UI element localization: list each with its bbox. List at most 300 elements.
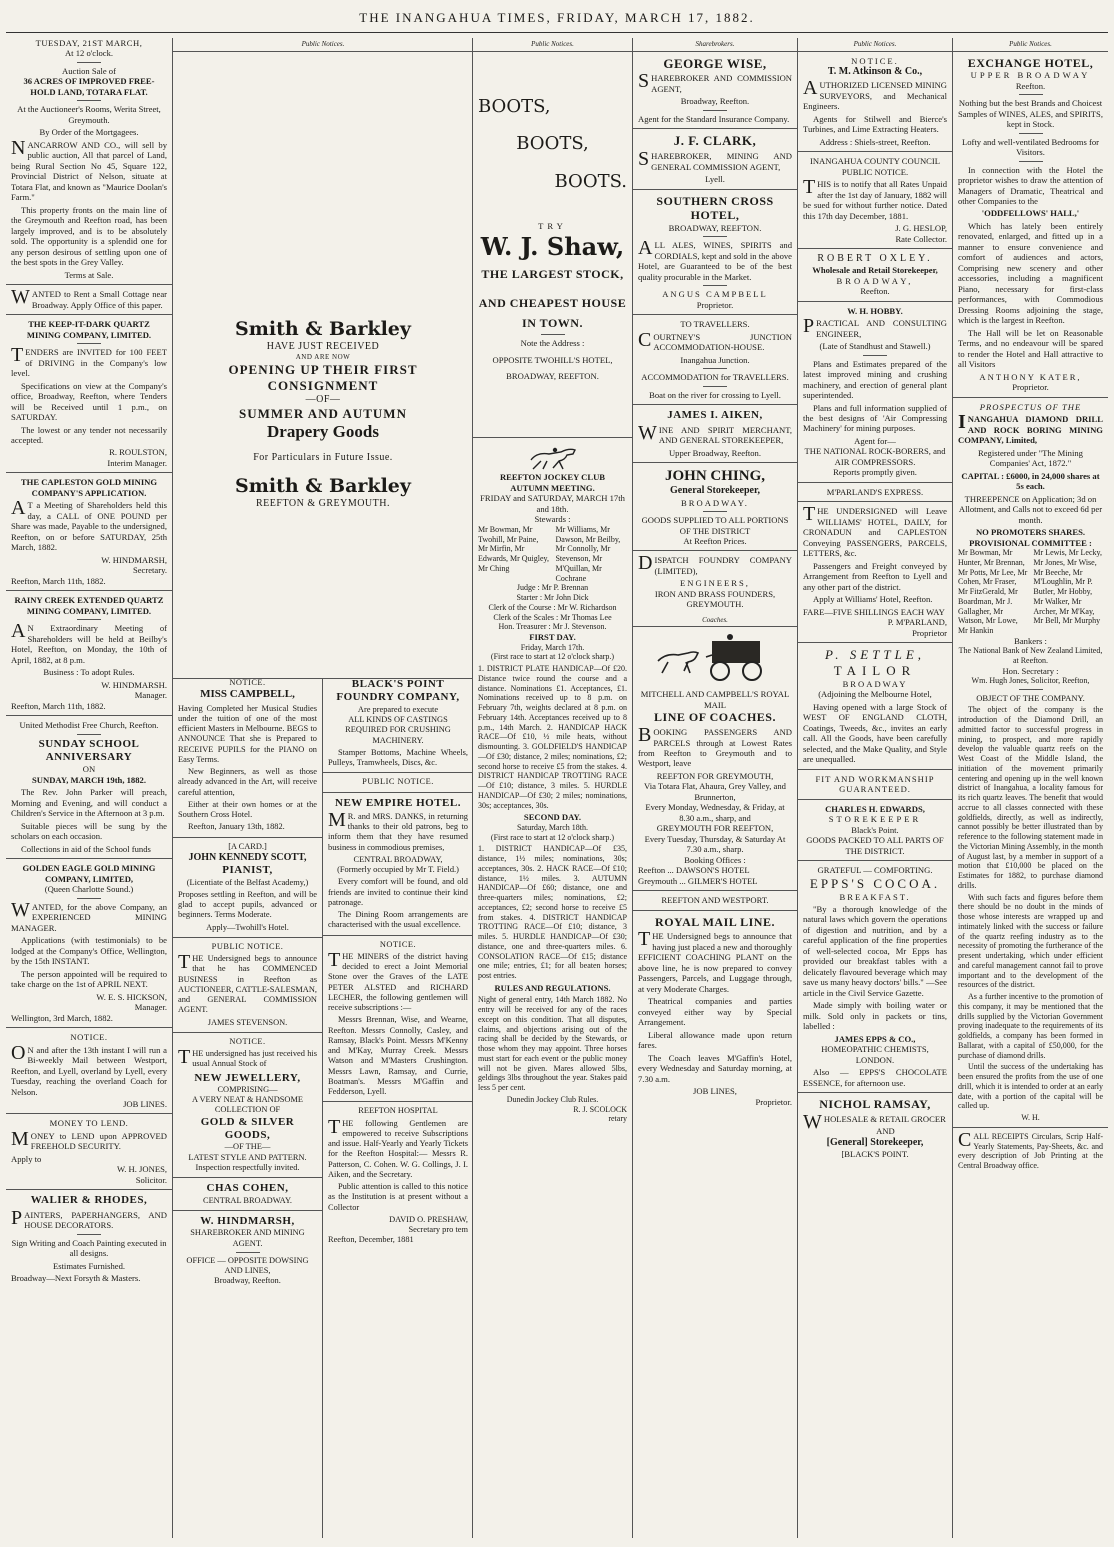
hindmarsh-title: Secretary. (132, 565, 167, 576)
divider (77, 62, 101, 63)
prospectus-title: PROSPECTUS OF THE (979, 401, 1082, 412)
column-2 (173, 38, 473, 1538)
divider (6, 1027, 172, 1028)
broadway-text: Broadway, Reefton. (214, 1276, 281, 1286)
divider (473, 437, 632, 438)
stamper-text: Stamper Bottoms, Machine Wheels, Pulleys, Tramwheels, Discs, &c. (328, 747, 468, 768)
divider (541, 334, 565, 335)
divider (798, 1092, 952, 1093)
oxley-name: ROBERT OXLEY. (817, 252, 933, 264)
packed-text: GOODS PACKED TO ALL PARTS OF THE DISTRICT. (806, 835, 944, 856)
anniversary: ANNIVERSARY (45, 751, 133, 764)
office-2: Greymouth ... GILMER'S HOTEL (638, 875, 758, 886)
call-receipts: CALL RECEIPTS Circulars, Scrip Half-Yearly Statements, Pay-Sheets, &c. and every description of Job Printing at the Central Broadway office. (958, 1128, 1103, 1171)
freight-text: Passengers and Freight conveyed by Arrangement from Reefton to Lyell and any other part of the district. (803, 560, 947, 592)
mail-text: ON and after the 13th instant I will run a Bi-weekly Mail between Westport, Reefton, and Lyell, overland by Lyell, every Tuesday, reaching the overland Coach for Nelson. (11, 1041, 167, 1097)
divider (703, 285, 727, 286)
agents-text: Agents for Stilwell and Bierce's Turbines, and Lime Extracting Heaters. (803, 113, 947, 135)
rainy-text: AN Extraordinary Meeting of Shareholders will be held at Beilby's Hotel, Reefton, on Monday, the 10th of April, 1882, at 8 p.m. (11, 620, 167, 665)
blacks-title: BLACK'S POINT FOUNDRY COMPANY, (336, 678, 460, 704)
proprietor-label: Proprietor. (755, 1096, 792, 1107)
wh-text: W. H. (1021, 1113, 1040, 1123)
top-rule (6, 32, 1108, 33)
preshaw-name: DAVID O. PRESHAW, (389, 1214, 468, 1224)
particulars-text: For Particulars in Future Issue. (253, 452, 393, 464)
scolock-name: R. J. SCOLOCK (573, 1104, 627, 1114)
divider (703, 368, 727, 369)
every-1: Every Monday, Wednesday, & Friday, at 8.30 a.m., sharp, and (645, 802, 785, 823)
columns (6, 38, 1108, 1538)
inspection-text: Inspection respectfully invited. (195, 1162, 300, 1172)
divider (703, 236, 727, 237)
divider (1019, 94, 1043, 95)
divider (798, 501, 952, 502)
sharebroker-text: SHAREBROKER AND MINING AGENT. (190, 1228, 305, 1248)
committee-left: Mr Bowman, Mr Hunter, Mr Brennan, Mr Potts, Mr Lee, Mr Cohen, Mr Fraser, Mr FitzGerald, Mr Boardman, Mr J. Gallagher, Mr Watson, Mr Lowe, Mr Hankin (958, 548, 1028, 636)
greymouth-text: GREYMOUTH. (686, 599, 744, 610)
terms-text: Terms at Sale. (64, 269, 114, 280)
council-title: INANGAHUA COUNTY COUNCIL (809, 156, 940, 167)
diamond-title: INANGAHUA DIAMOND DRILL AND ROCK BORING MINING COMPANY, Limited, (958, 411, 1103, 446)
ching-sub: General Storekeeper, (670, 485, 760, 497)
divider (798, 860, 952, 861)
hospital-text: THE following Gentlemen are empowered to receive Subscriptions and issue. Half-Yearly and Yearly Tickets for the Reefton Hospital:— Messrs R. Patterson, C. Cohen. W. G. Collings, J. I. Aiken, and the Secretary. (328, 1115, 468, 1179)
tenders-text: TENDERS are INVITED for 100 FEET of DRIVING in the Company's low level. (11, 344, 167, 379)
hindmarsh-name: W. HINDMARSH, (101, 554, 167, 565)
epps-title: EPPS'S COCOA. (809, 875, 941, 891)
public-notice-title: PUBLIC NOTICE. (211, 941, 284, 951)
specs-text: Specifications on view at the Company's office, Broadway, Reefton, where Tenders will be Received until 1 p.m., on SATURDAY. (11, 380, 167, 423)
column-header: Sharebrokers. (633, 38, 797, 52)
races-day-1: 1. DISTRICT PLATE HANDICAP—Of £20. Distance twice round the course and a distance. Nominations £1. Acceptances, £1. Nominations received up to 8 p.m. on February 7th, weights declared at 8 p.m. on February 14th. Acceptances received up to 8 p.m., 14th March. 2. HANDICAP HACK RACE—Of £10, ½ mile heats, without dismounting. 3. GOLDFIELD'S HANDICAP—Of £30; distance, 2 miles; nominations, £2; second horse to receive £5 from the stakes. 4. DISTRICT HANDICAP TROTTING RACE—Of £10; distance, 3 miles. 5. HURDLE HANDICAP—Of £30; 2 miles; nominations, 30s; acceptances, 30s. (478, 664, 627, 810)
inangahua-junction: Inangahua Junction. (680, 354, 750, 365)
preshaw-title: Secretary pro tem (408, 1225, 468, 1235)
breakfast-text: BREAKFAST. (839, 891, 911, 902)
jockey-club-header (478, 442, 627, 472)
clark-name: J. F. CLARK, (673, 133, 757, 149)
mparland-title: Proprietor (912, 627, 947, 638)
column-4 (633, 38, 798, 1538)
notice-title: NOTICE. (229, 678, 266, 687)
hickson-name: W. E. S. HICKSON, (96, 991, 167, 1002)
divider (6, 284, 172, 285)
object-title: OBJECT OF THE COMPANY. (976, 692, 1085, 703)
homeo-text: HOMEOPATHIC CHEMISTS, (821, 1044, 929, 1055)
hobby-sub: PRACTICAL AND CONSULTING ENGINEER, (803, 315, 947, 339)
painters-text: PAINTERS, PAPERHANGERS, AND HOUSE DECORATORS. (11, 1206, 167, 1231)
column-2a (173, 678, 323, 1538)
committee-title: PROVISIONAL COMMITTEE : (969, 537, 1092, 548)
stewards-left: Mr Bowman, Mr Twohill, Mr Paine, Mr Mirfin, Mr Edwards, Mr Quigley, Mr Ching (478, 524, 550, 573)
hindmarsh-name: W. HINDMARSH, (200, 1214, 295, 1227)
wanted-cottage: WANTED to Rent a Small Cottage near Broadway. Apply Office of this paper. (11, 286, 167, 310)
jewellery-title: NEW JEWELLERY, (194, 1071, 301, 1084)
castings-text: ALL KINDS OF CASTINGS REQUIRED FOR CRUSHING MACHINERY. (345, 715, 451, 745)
divider (798, 301, 952, 302)
jones-title: Solicitor. (135, 1174, 167, 1185)
boots-1: BOOTS, (478, 95, 551, 117)
have-received: HAVE JUST RECEIVED (266, 341, 380, 353)
column-2b (323, 678, 473, 1538)
oxley-sub: Wholesale and Retail Storekeeper, (812, 265, 938, 276)
kater-title: Proprietor. (1012, 382, 1049, 393)
drapery-goods: Drapery Goods (267, 421, 379, 441)
spacer (173, 465, 473, 475)
rainy-title: RAINY CREEK EXTENDED QUARTZ MINING COMPANY, LIMITED. (14, 595, 164, 616)
no-promoters: NO PROMOTERS SHARES. (975, 527, 1086, 538)
divider (633, 550, 797, 551)
apply-text: Apply to (11, 1153, 42, 1164)
methodist-title: United Methodist Free Church, Reefton. (19, 720, 159, 731)
lowest-text: The lowest or any tender not necessarily accepted. (11, 424, 167, 445)
coach-leaves: The Coach leaves M'Gaffin's Hotel, every Wednesday and Saturday morning, at 7.30 a.m. (638, 1052, 792, 1084)
jones-name: W. H. JONES, (116, 1164, 167, 1175)
stewards-label: Stewards : (534, 514, 571, 525)
sign-text: Sign Writing and Coach Painting executed in all designs. (11, 1237, 167, 1259)
estimates-text: Estimates Furnished. (52, 1260, 126, 1271)
nancarrow-notice: NANCARROW AND CO., will sell by public auction, All that parcel of Land, being Rural Section No 45, Square 122, Provincial District of Nelson, situate at Totara Flat, and known as "Maurice Doolan's Farm." (11, 136, 167, 203)
exchange-title: EXCHANGE HOTEL, (967, 55, 1094, 70)
agent-for: Agent for— (854, 435, 896, 446)
williams-text: Apply at Williams' Hotel, Reefton. (813, 594, 933, 605)
rates-text: THIS is to notify that all Rates Unpaid after the 1st day of January, 1882 will be sued for without further notice. Dated this 17th day December, 1881. (803, 176, 947, 221)
pianist-title: PIANIST, (222, 864, 273, 877)
notice-title: NOTICE. (851, 55, 899, 66)
stevenson-text: THE Undersigned begs to announce that he has COMMENCED BUSINESS in Reefton as AUCTIONEER, CATTLE-SALESMAN, and GENERAL COMMISSION AGENT. (178, 951, 317, 1015)
spacer (478, 381, 627, 433)
divider (1019, 133, 1043, 134)
collector-title: Rate Collector. (895, 233, 947, 244)
office-text: OFFICE — OPPOSITE DOWSING AND LINES, (186, 1255, 309, 1276)
theatrical-text: Theatrical companies and parties conveyed either way by Special Arrangement. (638, 996, 792, 1028)
full-text: Plans and full information supplied of the best designs of 'Air Compressing Machinery' for mining purposes. (803, 402, 947, 434)
roulston-name: R. ROULSTON, (109, 447, 167, 458)
keep-title: THE KEEP-IT-DARK QUARTZ MINING COMPANY, LIMITED. (26, 319, 152, 340)
divider (6, 1113, 172, 1114)
campbell-name: ANGUS CAMPBELL (662, 289, 768, 300)
divider (323, 792, 473, 793)
stewards-right: Mr Williams, Mr Dawson, Mr Beilby, Mr Connolly, Mr Stevenson, Mr M'Quillan, Mr Cochrane (555, 524, 621, 583)
travellers-title: TO TRAVELLERS. (680, 319, 750, 330)
oxley-town: Reefton. (860, 286, 890, 297)
central-text: CENTRAL BROADWAY, (353, 854, 443, 864)
further-text: As a further incentive to the promotion of this company, it may be mentioned that the drills supplied by the Victorian Government proving inadequate to the requirements of its goldfields, a company has been formed in Ballarat, with a capital of £50,000, for the purchase of diamond drills. (958, 992, 1103, 1060)
committee-right: Mr Lewis, Mr Lecky, Mr Jones, Mr Wise, Mr Beeche, Mr M'Loughlin, Mr P. Butler, Mr Hobby, Mr Walker, Mr Archer, Mr M'Kay, Mr Bell, Mr Murphy (1033, 548, 1102, 626)
person-text: The person appointed will be required to take charge on the 1st of APRIL NEXT. (11, 968, 167, 990)
hobby-name: W. H. HOBBY. (847, 305, 903, 316)
jones-text: Wm. Hugh Jones, Solicitor, Reefton, (971, 676, 1090, 686)
empire-title: NEW EMPIRE HOTEL. (335, 796, 461, 809)
tailor-title: TAILOR (833, 663, 917, 679)
divider (953, 397, 1108, 398)
boots-2: BOOTS, (516, 133, 589, 155)
smith-barkley-ad (173, 38, 473, 679)
upper-broadway: UPPER BROADWAY (970, 70, 1091, 81)
formerly-text: (Formerly occupied by Mr T. Field.) (337, 865, 459, 875)
mitchell-title: MITCHELL AND CAMPBELL'S ROYAL MAIL (640, 689, 790, 710)
ching-address: BROADWAY. (681, 497, 749, 508)
divider (6, 1189, 172, 1190)
also-text: Also — EPPS'S CHOCOLATE ESSENCE, for afternoon use. (803, 1067, 947, 1088)
atkinson-address: Address : Shiels-street, Reefton. (819, 136, 931, 147)
jewellery-intro: THE undersigned has just received his usual Annual Stock of (178, 1046, 317, 1069)
bankers-label: Bankers : (1014, 635, 1047, 646)
divider (173, 1177, 322, 1178)
divider (798, 151, 952, 152)
business-text: Business : To adopt Rules. (43, 667, 135, 678)
blacks-prep: Are prepared to execute (357, 704, 439, 714)
adjoining-text: (Adjoining the Melbourne Hotel, (818, 689, 932, 700)
aiken-address: Upper Broadway, Reefton. (668, 447, 762, 458)
made-text: Made simply with boiling water or milk. Sold only in packets or tins, labelled : (803, 1000, 947, 1032)
smith-barkley-block (173, 318, 473, 510)
dunedin-text: Dunedin Jockey Club Rules. (506, 1094, 599, 1104)
capleston-text: AT a Meeting of Shareholders held this day, a CALL of ONE POUND per Share was made, Payable to the undersigned, Reefton, on or before SATURDAY, 25th March, 1882. (11, 497, 167, 553)
second-day: SECOND DAY. (523, 812, 582, 823)
hall-let: The Hall will be let on Reasonable Terms, and no endeavour will be spared to render the Hotel and Hall attractive to all Visitors (958, 327, 1103, 370)
column-6 (953, 38, 1108, 1538)
races-day-2: 1. DISTRICT HANDICAP—Of £35, distance, 1½ miles; nominations, 30s; acceptances, 30s. 2. HACK RACE—Of £10; distance, 1½ miles. 3. AUTUMN HANDICAP—Of £60; distance, one and three-quarters miles; nominations, £2; acceptances, £2; second horse to receive £5 from stakes. 4. DISTRICT HANDICAP TROTTING RACE—Of £10; distance, 3 miles. 5. HURDLE HANDICAP—Of £30; distance, one and three-quarters miles. 6. CONSOLATION RACE—Of £15; distance one mile; entries, £1; for all beaten horses; post entries. (478, 844, 627, 981)
proposes-text: Proposes settling in Reefton, and will be glad to accept pupils, advanced or beginners. Terms Moderate. (178, 889, 317, 920)
season-text: SUMMER AND AUTUMN (239, 405, 407, 421)
hickson-title: Manager. (134, 1002, 167, 1013)
sunday-school: SUNDAY SCHOOL (38, 737, 140, 750)
connection-text: In connection with the Hotel the proprietor wishes to draw the attention of Managers of Dramatic, Theatrical and other Companies to the (958, 164, 1103, 206)
auction-time: At 12 o'clock. (64, 48, 114, 59)
iron-text: IRON AND BRASS FOUNDERS, (654, 588, 776, 599)
committee-list (958, 548, 1103, 636)
capital-text: CAPITAL : £6000, in 24,000 shares at 5s each. (961, 470, 1100, 492)
sunday-date: SUNDAY, MARCH 19th, 1882. (32, 774, 146, 785)
engineers-text: ENGINEERS, (680, 578, 750, 589)
divider (633, 189, 797, 190)
broadway-text: Broadway—Next Forsyth & Masters. (11, 1273, 141, 1284)
bank-text: The National Bank of New Zealand Limited, at Reefton. (958, 646, 1103, 665)
divider (798, 799, 952, 800)
lyell-text: Lyell. (705, 174, 725, 185)
wanted-manager: WANTED, for the above Company, an EXPERIENCED MINING MANAGER. (11, 898, 167, 933)
hall-text: Which has lately been entirely renovated, enlarged, and fitted up in a manner to ensure convenience and comfort of audiences and actors, Comprising new scenery and other accessories, including a magnificent Piano, necessary for first-class performances, with Commodious Dressing Rooms adjoining the stage, which is the largest in Reefton. (958, 220, 1103, 326)
on-text: ON (82, 764, 96, 775)
divider (173, 937, 322, 938)
divider (633, 910, 797, 911)
atkinson-sub: AUTHORIZED LICENSED MINING SURVEYORS, and Mechanical Engineers. (803, 77, 947, 112)
start-note: (First race to start at 12 o'clock sharp.) (490, 832, 615, 842)
accommodation-text: ACCOMMODATION for TRAVELLERS. (641, 372, 789, 383)
rich-text: With such facts and figures before them there should be no doubt in the minds of those whose interests are wrapped up and intimately linked with the success or failure of the quartz reefing industry as to the necessity of promoting the furtherance of the present undertaking, which under efficient and careful management cannot fail to prove important and to the development of the resources of the district. (958, 892, 1103, 990)
divider (323, 1101, 473, 1102)
opposite-text: OPPOSITE TWOHILL'S HOTEL, (492, 354, 613, 365)
public-notice-title: PUBLIC NOTICE. (362, 777, 434, 787)
settle-name: P. SETTLE, (824, 647, 926, 663)
meeting-dates: FRIDAY and SATURDAY, MARCH 17th and 18th. (480, 493, 625, 514)
line-title: LINE OF COACHES. (654, 710, 776, 725)
of-text: —OF— (305, 393, 341, 405)
starter-text: Starter : Mr John Dick (516, 593, 589, 603)
royal-text: THE Undersigned begs to announce that having just placed a new and thoroughly EFFICIENT COACHING PLANT on the above line, he is now prepared to convey Passengers, Parcels, and Luggage through, at very Moderate Charges. (638, 928, 792, 994)
divider (703, 386, 727, 387)
express-text: THE UNDERSIGNED will Leave WILLIAMS' HOTEL, DAILY, for CRONADUN and CAPLESTON Conveying PASSENGERS, PARCELS, LETTERS, &c. (803, 503, 947, 559)
manager-title: Manager. (134, 690, 167, 701)
subscribers-text: Messrs Brennan, Wise, and Wearne, Reefton. Messrs Connolly, Casley, and Ramsay, Black's Point. Messrs M'Kenny and M'Kay, Murray Creek. Messrs Watson and M'Masters Crushington. Messrs Lawn, Ramsay, and Currie, Boatman's. Messrs M'Gaffin and Fedderson, Lyell. (328, 1015, 468, 1097)
broadway-text: BROADWAY, REEFTON. (506, 370, 599, 381)
express-title: M'PARLAND'S EXPRESS. (826, 486, 924, 497)
plans-text: Plans and Estimates prepared of the latest improved mining and crushing machinery, and erection of general plant superintended. (803, 358, 947, 401)
settle-text: Having opened with a large Stock of WEST OF ENGLAND CLOTH, Coatings, Tweeds, &c., invites an early call. All the Goods, have been carefully selected, and the Make Quality, and Style are unequalled. (803, 701, 947, 765)
dispatch-text: DISPATCH FOUNDRY COMPANY (LIMITED), (638, 552, 792, 576)
office-1: Reefton ... DAWSON'S HOTEL (638, 865, 750, 876)
divider (323, 935, 473, 936)
cheapest-house: AND CHEAPEST HOUSE (478, 295, 627, 310)
threepence-text: THREEPENCE on Application; 3d on Allotment, and Calls not to exceed 6d per month. (958, 493, 1103, 525)
judge-text: Judge : Mr P. Brennan (516, 583, 589, 593)
borers-text: THE NATIONAL ROCK-BORERS, and AIR COMPRESSORS. (804, 446, 946, 467)
comprising-text: COMPRISING— (217, 1084, 278, 1094)
auction-rooms: At the Auctioneer's Rooms, Werita Street, Greymouth. (17, 104, 161, 125)
divider (77, 1234, 101, 1235)
ramsay-sub: WHOLESALE & RETAIL GROCER (803, 1110, 946, 1133)
card-label: [A CARD.] (228, 841, 267, 851)
boat-text: Boat on the river for crossing to Lyell. (649, 389, 781, 400)
licentiate-text: (Licentiate of the Belfast Academy,) (186, 877, 309, 887)
divider (703, 110, 727, 111)
public-attention: Public attention is called to this notice as the Institution is at present without a Collector (328, 1182, 468, 1212)
jockey-title: REEFTON JOCKEY CLUB (499, 472, 606, 483)
divider (236, 1252, 260, 1253)
divider (173, 1032, 322, 1033)
settle-address: BROADWAY (842, 678, 908, 689)
every-2: Every Tuesday, Thursday, & Saturday At 7.30 a.m., sharp. (644, 833, 786, 855)
twohill-text: Apply—Twohill's Hotel. (206, 922, 289, 932)
divider (77, 343, 101, 344)
ramsay-address: [BLACK'S POINT. (841, 1149, 909, 1160)
stewards-list (478, 525, 627, 584)
wise-agent: Agent for the Standard Insurance Company. (638, 113, 790, 124)
ching-name: JOHN CHING, (664, 468, 765, 485)
neat-text: A VERY NEAT & HANDSOME COLLECTION OF (191, 1095, 304, 1115)
friday-date: Friday, March 17th. (520, 642, 585, 652)
wise-name: GEORGE WISE, (663, 55, 767, 71)
first-day: FIRST DAY. (529, 632, 576, 643)
fare-text: FARE—FIVE SHILLINGS EACH WAY (803, 606, 945, 617)
clark-sub: SHAREBROKER, MINING AND GENERAL COMMISSION AGENT, (638, 148, 792, 172)
divider (633, 890, 797, 891)
kater-name: ANTHONY KATER, (979, 371, 1082, 382)
in-town: IN TOWN. (522, 316, 583, 331)
largest-stock: THE LARGEST STOCK, (481, 267, 624, 282)
aiken-name: JAMES I. AIKEN, (667, 409, 763, 422)
divider (798, 769, 952, 770)
column-header: Public Notices. (173, 38, 473, 52)
either-text: Either at their own homes or at the Southern Cross Hotel. (178, 799, 317, 820)
auction-sub: 36 ACRES OF IMPROVED FREE-HOLD LAND, TOTARA FLAT. (23, 76, 155, 97)
divider (77, 619, 101, 620)
divider (6, 472, 172, 473)
greymouth-for: GREYMOUTH FOR REEFTON, (656, 823, 774, 834)
london-text: LONDON. (855, 1054, 895, 1065)
divider (173, 837, 322, 838)
spacer (173, 442, 473, 452)
nothing-text: Nothing but the best Brands and Choicest Samples of WINES, ALES, and SPIRITS, kept in Stock. (958, 98, 1103, 130)
note-address: Note the Address : (520, 338, 585, 349)
notice-title: NOTICE. (70, 1032, 108, 1043)
divider (77, 100, 101, 101)
reefton-date: Reefton, March 11th, 1882. (11, 700, 106, 711)
property-text: This property fronts on the main line of the Greymouth and Reefton road, has been largely improved, and is to be absolutely sold. The opportunity is a splendid one for any person desirous of settling upon one of the best spots in the Grey Valley. (11, 204, 167, 268)
coaches-header: Coaches. (633, 614, 797, 628)
divider (633, 404, 797, 405)
lofty-text: Lofty and well-ventilated Bedrooms for Visitors. (962, 136, 1099, 158)
notice-title: NOTICE. (229, 1036, 266, 1046)
beginners-text: New Beginners, as well as those already advanced in the Art, will receive careful attention, (178, 767, 317, 797)
retary-text: retary (608, 1114, 627, 1124)
shaw-name: W. J. Shaw, (480, 231, 625, 261)
gold-title: GOLD & SILVER GOODS, (200, 1115, 295, 1142)
proprietor-label: Proprietor. (696, 299, 734, 310)
ofthe-text: —OF THE— (224, 1142, 271, 1152)
divider (798, 642, 952, 643)
divider (1019, 161, 1043, 162)
auction-order: By Order of the Mortgagees. (39, 127, 139, 138)
treasurer-text: Hon. Treasurer : Mr J. Stevenson. (498, 622, 607, 632)
divider (6, 715, 172, 716)
auction-date: TUESDAY, 21ST MARCH, (35, 38, 143, 48)
reefton-date: Reefton, March 11th, 1882. (11, 575, 106, 586)
rules-text: Night of general entry, 14th March 1882. No entry will be received for any of the races except on this condition. That all disputes, claims, and objections arising out of the racing shall be decided by the Stewards, or those whom they may appoint. Three horses must start for each event or the public money will not be given. Mares allowed 5lbs, geldings 3lbs throughout the year. Stakes paid less 5 per cent. (478, 995, 627, 1093)
walier-title: WALIER & RHODES, (30, 1194, 148, 1207)
spacer (478, 282, 627, 296)
divider (77, 898, 101, 899)
parker-text: The Rev. John Parker will preach, Morning and Evening, and will conduct a Children's Service in the Afternoon at 3 p.m. (11, 787, 167, 819)
stagecoach-icon (650, 631, 780, 685)
registered-text: Registered under "The Mining Companies' Act, 1872." (978, 447, 1083, 469)
money-title: MONEY TO LEND. (49, 1118, 129, 1129)
wise-sub: SHAREBROKER AND COMMISSION AGENT, (638, 70, 792, 94)
miners-text: THE MINERS of the district having decided to erect a Joint Memorial Stone over the Graves of the LATE PETER ALSTED and RICHARD LECHER, the following gentlemen will receive subscriptions :— (328, 948, 468, 1013)
fit-text: FIT AND WORKMANSHIP GUARANTEED. (815, 773, 935, 795)
racehorse-icon (523, 442, 583, 472)
blacks-point: Black's Point. (851, 824, 899, 835)
westport-title: REEFTON AND WESTPORT. (661, 895, 769, 906)
lines-name: JOB LINES. (123, 1098, 167, 1109)
ales-text: ALL ALES, WINES, SPIRITS and CORDIALS, kept and sold in the above Hotel, are Guaranteed to be of the best quality procurable in the Market. (638, 237, 792, 282)
public-notice-title: PUBLIC NOTICE. (841, 166, 909, 177)
smith-barkley-name: Smith & Barkley (235, 474, 411, 497)
column-header: Public Notices. (798, 38, 952, 52)
general-storekeeper: [General] Storekeeper, (826, 1136, 924, 1148)
wellington-date: Wellington, 3rd March, 1882. (11, 1012, 113, 1023)
wise-address: Broadway, Reefton. (680, 96, 750, 107)
atkinson-name: T. M. Atkinson & Co., (827, 66, 923, 78)
column-header: Public Notices. (953, 38, 1108, 52)
spacer (478, 56, 627, 96)
masthead: THE INANGAHUA TIMES, FRIDAY, MARCH 17, 1882. (359, 10, 755, 25)
aiken-sub: WINE AND SPIRIT MERCHANT, AND GENERAL STOREKEEPER, (638, 421, 792, 446)
booking-offices: Booking Offices : (684, 854, 746, 865)
divider (6, 858, 172, 859)
golden-sub: (Queen Charlotte Sound.) (44, 884, 134, 895)
rules-title: RULES AND REGULATIONS. (494, 982, 611, 993)
column-header: Public Notices. (473, 38, 632, 52)
scott-name: JOHN KENNEDY SCOTT, (188, 851, 307, 863)
column-2-lower (173, 678, 473, 1538)
divider (798, 482, 952, 483)
reefton-date: Reefton, December, 1881 (328, 1235, 414, 1245)
applications-text: Applications (with testimonials) to be lodged at the Company's Office, Wellington, by the 15th INSTANT. (11, 935, 167, 967)
mparland-name: P. M'PARLAND, (887, 617, 947, 628)
autumn-meeting: AUTUMN MEETING. (510, 482, 595, 493)
divider (323, 772, 473, 773)
